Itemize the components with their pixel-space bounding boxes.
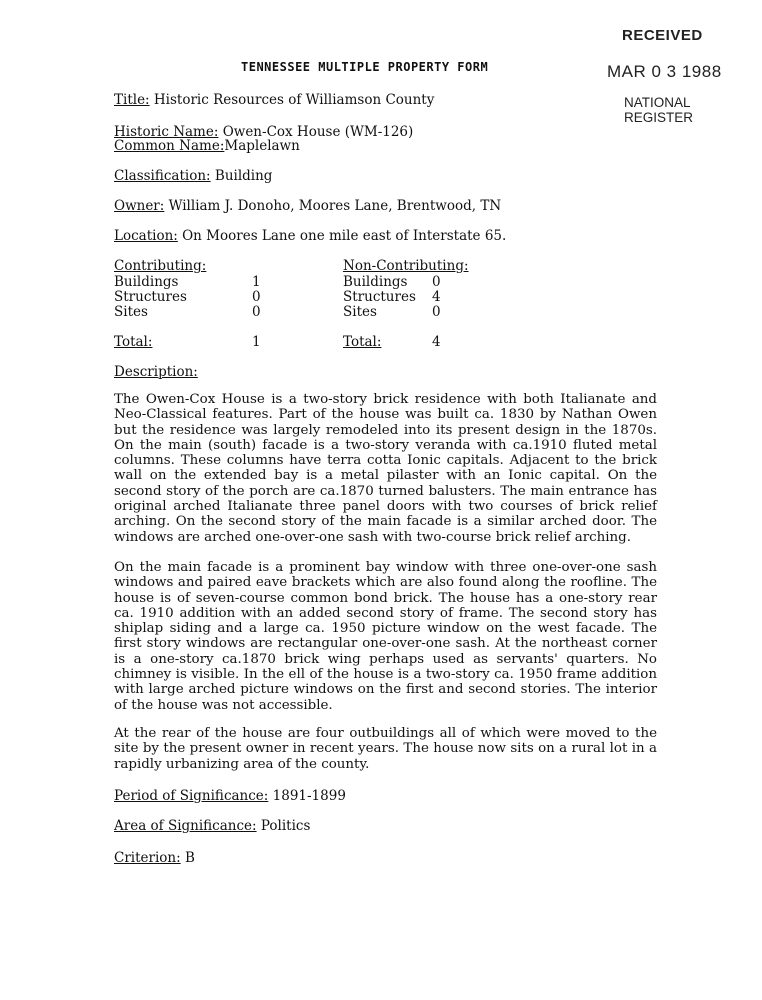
non-contributing-buildings-label: Buildings xyxy=(343,274,408,290)
historic-name-value: Owen-Cox House (WM-126) xyxy=(218,124,414,140)
contributing-buildings-label: Buildings xyxy=(114,274,179,290)
non-contributing-structures-label: Structures xyxy=(343,289,416,305)
owner-label: Owner: xyxy=(114,198,165,214)
contributing-total-label: Total: xyxy=(114,334,153,350)
area-of-significance-field xyxy=(114,818,310,834)
contributing-heading: Contributing: xyxy=(114,258,207,274)
form-title: TENNESSEE MULTIPLE PROPERTY FORM xyxy=(241,60,489,74)
contributing-total-value: 1 xyxy=(252,334,261,350)
description-paragraph-3: At the rear of the house are four outbuildings all of which were moved to the site by the present owner in recent years. The house now sits on a rural lot in a rapidly urbanizing area of the county. xyxy=(114,726,657,772)
historic-name-label: Historic Name: xyxy=(114,124,219,140)
area-label: Area of Significance: xyxy=(114,818,257,834)
period-value: 1891-1899 xyxy=(268,788,346,804)
period-label: Period of Significance: xyxy=(114,788,269,804)
non-contributing-sites-label: Sites xyxy=(343,304,377,320)
description-paragraph-1: The Owen-Cox House is a two-story brick residence with both Italianate and Neo-Classical features. Part of the house was built ca. 1830 by Nathan Owen but the residence was largely remodeled into its present design in the 1870s. On the main (south) facade is a two-story veranda with ca.1910 fluted metal columns. These columns have terra cotta Ionic capitals. Adjacent to the brick wall on the extended bay is a metal pilaster with an Ionic capital. On the second story of the porch are ca.1870 turned balusters. The main entrance has original arched Italianate three panel doors with two courses of brick relief arching. On the second story of the main facade is a similar arched door. The windows are arched one-over-one sash with two-course brick relief arching. xyxy=(114,392,657,545)
contributing-sites-label: Sites xyxy=(114,304,148,320)
stamp-register: REGISTER xyxy=(624,110,694,125)
criterion-label: Criterion: xyxy=(114,850,181,866)
received-date: MAR 0 3 1988 xyxy=(607,62,722,81)
non-contributing-structures-value: 4 xyxy=(432,289,441,305)
non-contributing-sites-value: 0 xyxy=(432,304,441,320)
description-label: Description: xyxy=(114,364,198,380)
non-contributing-buildings-value: 0 xyxy=(432,274,441,290)
common-name-value: Maplelawn xyxy=(224,138,300,154)
criterion-value: B xyxy=(180,850,195,866)
non-contributing-total-value: 4 xyxy=(432,334,441,350)
stamp-national: NATIONAL xyxy=(624,95,691,110)
title-label: Title: xyxy=(114,92,150,108)
non-contributing-total-label: Total: xyxy=(343,334,382,350)
owner-value: William J. Donoho, Moores Lane, Brentwood, TN xyxy=(164,198,502,214)
location-field xyxy=(114,228,506,244)
non-contributing-heading: Non-Contributing: xyxy=(343,258,469,274)
received-stamp: RECEIVED xyxy=(622,27,703,44)
common-name-field xyxy=(114,138,300,154)
contributing-sites-value: 0 xyxy=(252,304,261,320)
description-paragraph-2: On the main facade is a prominent bay window with three one-over-one sash windows and paired eave brackets which are also found along the roofline. The house is of seven-course common bond brick. The house has a one-story rear ca. 1910 addition with an added second story of frame. The second story has shiplap siding and a large ca. 1950 picture window on the west facade. The first story windows are rectangular one-over-one sash. At the northeast corner is a one-story ca.1870 brick wing perhaps used as servants' quarters. No chimney is visible. In the ell of the house is a two-story ca. 1950 frame addition with large arched picture windows on the first and second stories. The interior of the house was not accessible. xyxy=(114,560,657,713)
contributing-structures-label: Structures xyxy=(114,289,187,305)
contributing-structures-value: 0 xyxy=(252,289,261,305)
classification-field xyxy=(114,168,272,184)
location-value: On Moores Lane one mile east of Interstate 65. xyxy=(177,228,507,244)
title-field xyxy=(114,92,434,108)
classification-value: Building xyxy=(210,168,273,184)
contributing-buildings-value: 1 xyxy=(252,274,261,290)
common-name-label: Common Name: xyxy=(114,138,225,154)
national-register-stamp xyxy=(624,95,693,125)
criterion-field xyxy=(114,850,195,866)
period-of-significance-field xyxy=(114,788,346,804)
area-value: Politics xyxy=(256,818,311,834)
location-label: Location: xyxy=(114,228,178,244)
classification-label: Classification: xyxy=(114,168,211,184)
owner-field xyxy=(114,198,501,214)
title-value: Historic Resources of Williamson County xyxy=(149,92,435,108)
